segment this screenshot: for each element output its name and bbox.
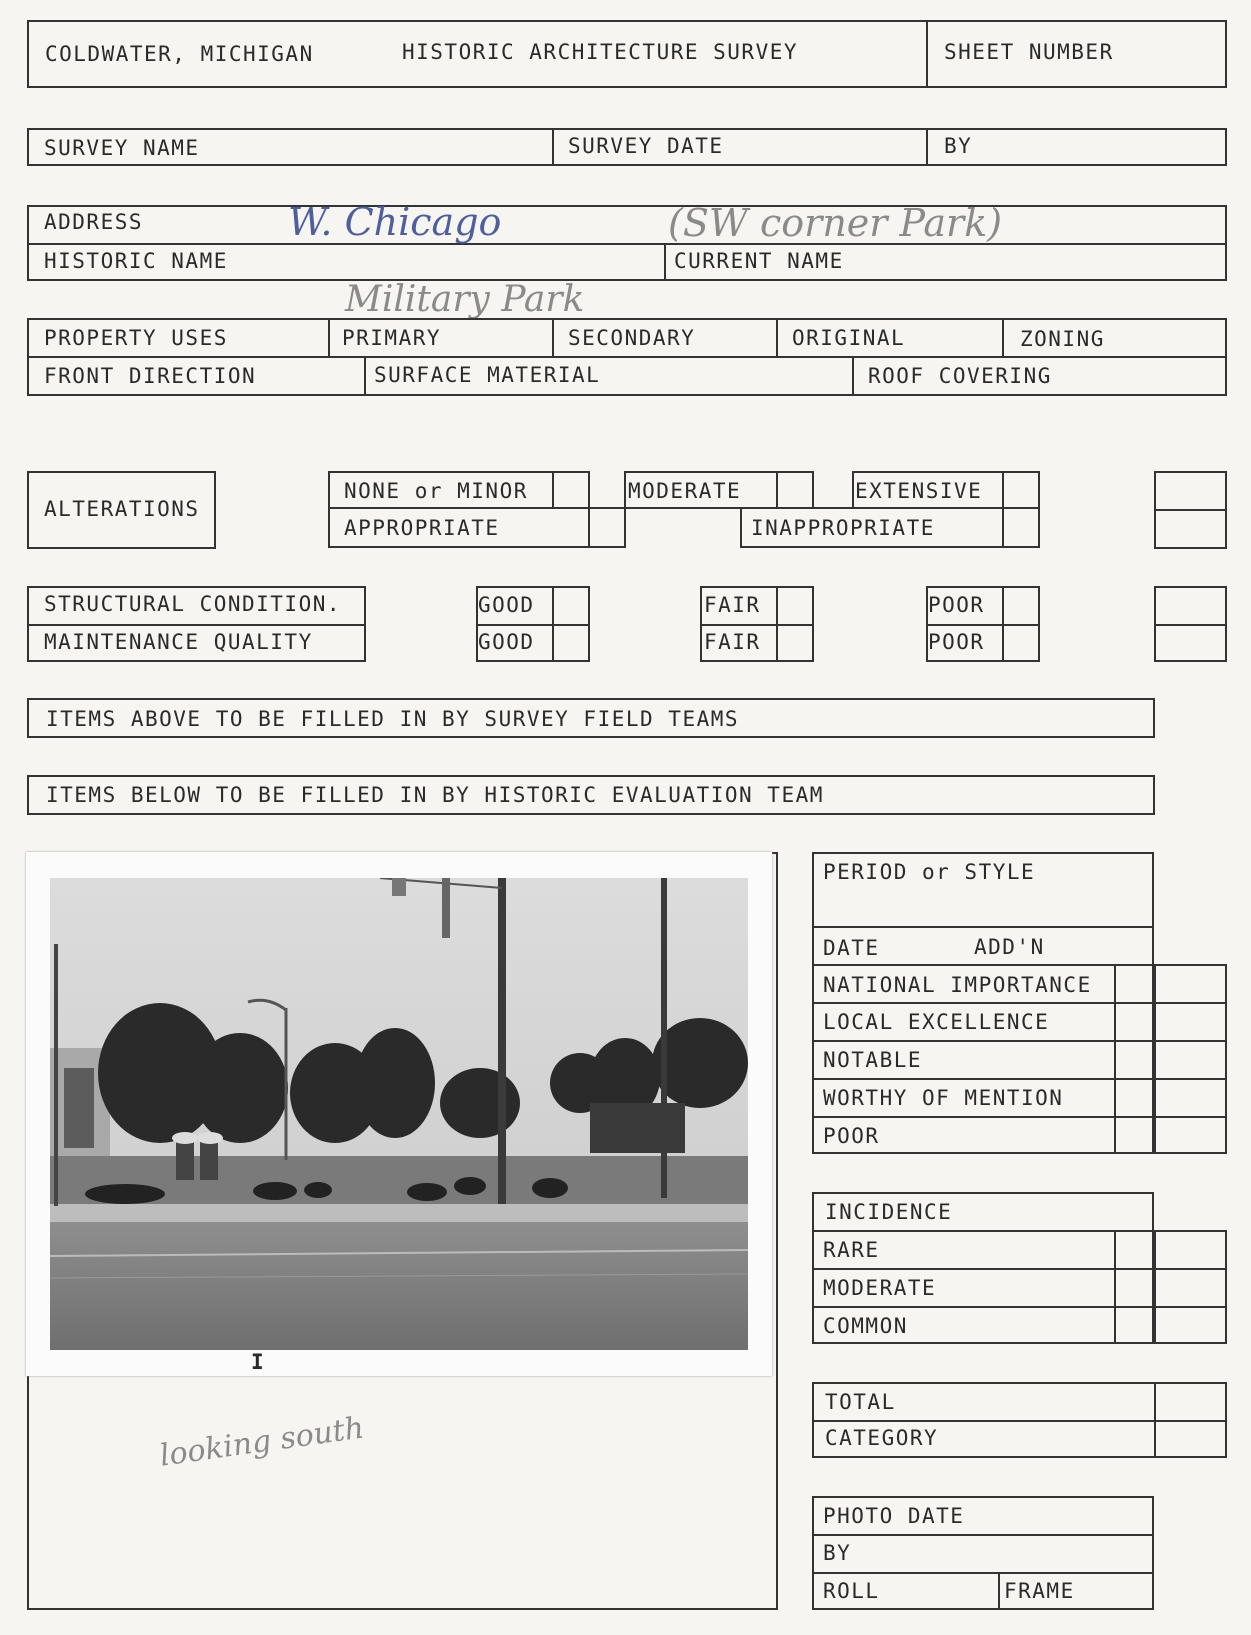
- moderate-label: MODERATE: [628, 479, 742, 503]
- sheet-number-label: SHEET NUMBER: [944, 40, 1114, 64]
- structural-fair-checkbox[interactable]: [777, 587, 813, 623]
- maintenance-good-checkbox[interactable]: [553, 625, 589, 661]
- none-minor-label: NONE or MINOR: [344, 479, 528, 503]
- survey-divider-1: [552, 128, 554, 166]
- property-uses-label: PROPERTY USES: [44, 326, 228, 350]
- maintenance-fair-checkbox[interactable]: [777, 625, 813, 661]
- property-div-1: [328, 318, 330, 356]
- historic-name-label: HISTORIC NAME: [44, 249, 228, 273]
- structural-condition-label: STRUCTURAL CONDITION.: [44, 592, 342, 616]
- structural-poor-checkbox[interactable]: [1003, 587, 1039, 623]
- header-city: COLDWATER, MICHIGAN: [45, 42, 314, 66]
- alterations-label: ALTERATIONS: [44, 497, 200, 521]
- address-label: ADDRESS: [44, 210, 144, 234]
- good-label-maintenance: GOOD: [478, 630, 535, 654]
- survey-name-label: SURVEY NAME: [44, 136, 200, 160]
- total-divider: [812, 1420, 1227, 1422]
- property-div-5: [364, 356, 366, 396]
- good-label-structural: GOOD: [478, 593, 535, 617]
- photo-mark: I: [251, 1350, 266, 1374]
- notable-label: NOTABLE: [823, 1048, 923, 1072]
- survey-photo: [26, 852, 772, 1376]
- inc-div-3: [812, 1306, 1227, 1308]
- survey-by-label: BY: [944, 134, 973, 158]
- evaluation-score-column[interactable]: [1114, 964, 1227, 1154]
- current-name-value: Military Park: [345, 279, 585, 320]
- roof-covering-label: ROOF COVERING: [868, 364, 1052, 388]
- frame-label: FRAME: [1004, 1579, 1075, 1603]
- primary-label: PRIMARY: [342, 326, 442, 350]
- property-div-6: [852, 356, 854, 396]
- incidence-label: INCIDENCE: [825, 1200, 953, 1224]
- structural-good-checkbox[interactable]: [553, 587, 589, 623]
- rare-label: RARE: [823, 1238, 880, 1262]
- original-label: ORIGINAL: [792, 326, 906, 350]
- common-label: COMMON: [823, 1314, 908, 1338]
- alterations-side-divider: [1154, 509, 1227, 511]
- inc-div-1: [812, 1230, 1227, 1232]
- photo-caption: looking south: [157, 1410, 367, 1474]
- total-label: TOTAL: [825, 1390, 896, 1414]
- notice-above: ITEMS ABOVE TO BE FILLED IN BY SURVEY FIELD TEAMS: [46, 707, 740, 731]
- appropriate-label: APPROPRIATE: [344, 516, 500, 540]
- roll-frame-divider: [998, 1572, 1000, 1610]
- moderate-checkbox[interactable]: [776, 471, 814, 509]
- inappropriate-checkbox[interactable]: [1002, 507, 1040, 548]
- condition-label-divider: [27, 624, 366, 626]
- maintenance-quality-label: MAINTENANCE QUALITY: [44, 630, 313, 654]
- photo-date-label: PHOTO DATE: [823, 1504, 965, 1528]
- date-label: DATE: [823, 936, 880, 960]
- zoning-label: ZONING: [1020, 327, 1105, 351]
- address-value: W. Chicago: [288, 200, 502, 244]
- inc-div-2: [812, 1268, 1227, 1270]
- fair-label-structural: FAIR: [704, 593, 761, 617]
- property-div-2: [552, 318, 554, 356]
- local-excellence-label: LOCAL EXCELLENCE: [823, 1010, 1050, 1034]
- period-style-label: PERIOD or STYLE: [823, 860, 1036, 884]
- total-score-divider: [1154, 1382, 1156, 1458]
- none-minor-checkbox[interactable]: [552, 471, 590, 509]
- eval-div-5: [812, 1116, 1227, 1118]
- worthy-of-mention-label: WORTHY OF MENTION: [823, 1086, 1064, 1110]
- address-row-divider: [27, 243, 1227, 245]
- photo-record-div-1: [812, 1534, 1154, 1536]
- poor-label-maintenance: POOR: [928, 630, 985, 654]
- photo-by-label: BY: [823, 1541, 852, 1565]
- incidence-moderate-label: MODERATE: [823, 1276, 937, 1300]
- condition-side-divider: [1154, 624, 1227, 626]
- address-note: (SW corner Park): [668, 201, 1003, 245]
- eval-div-1: [812, 964, 1227, 966]
- eval-div-2: [812, 1002, 1227, 1004]
- national-importance-label: NATIONAL IMPORTANCE: [823, 973, 1092, 997]
- roll-label: ROLL: [823, 1579, 880, 1603]
- category-label: CATEGORY: [825, 1426, 939, 1450]
- survey-divider-2: [926, 128, 928, 166]
- current-name-divider: [664, 243, 666, 281]
- property-row-divider: [27, 356, 1227, 358]
- eval-score-divider: [1154, 964, 1156, 1154]
- eval-div-3: [812, 1040, 1227, 1042]
- incidence-score-column[interactable]: [1114, 1230, 1227, 1344]
- front-direction-label: FRONT DIRECTION: [44, 364, 257, 388]
- addn-label: ADD'N: [974, 935, 1045, 959]
- property-div-3: [776, 318, 778, 356]
- eval-div-4: [812, 1078, 1227, 1080]
- inappropriate-label: INAPPROPRIATE: [751, 516, 935, 540]
- surface-material-label: SURFACE MATERIAL: [374, 363, 601, 387]
- eval-poor-label: POOR: [823, 1124, 880, 1148]
- extensive-label: EXTENSIVE: [855, 479, 983, 503]
- header-divider: [926, 20, 928, 88]
- appropriate-checkbox[interactable]: [588, 507, 626, 548]
- fair-label-maintenance: FAIR: [704, 630, 761, 654]
- property-div-4: [1002, 318, 1004, 356]
- maintenance-poor-checkbox[interactable]: [1003, 625, 1039, 661]
- photo-record-div-2: [812, 1572, 1154, 1574]
- extensive-checkbox[interactable]: [1002, 471, 1040, 509]
- secondary-label: SECONDARY: [568, 326, 696, 350]
- survey-date-label: SURVEY DATE: [568, 134, 724, 158]
- notice-below: ITEMS BELOW TO BE FILLED IN BY HISTORIC EVALUATION TEAM: [46, 783, 824, 807]
- poor-label-structural: POOR: [928, 593, 985, 617]
- current-name-label: CURRENT NAME: [674, 249, 844, 273]
- inc-score-divider: [1154, 1230, 1156, 1344]
- header-title: HISTORIC ARCHITECTURE SURVEY: [402, 40, 799, 64]
- park-photo-image: [50, 878, 748, 1350]
